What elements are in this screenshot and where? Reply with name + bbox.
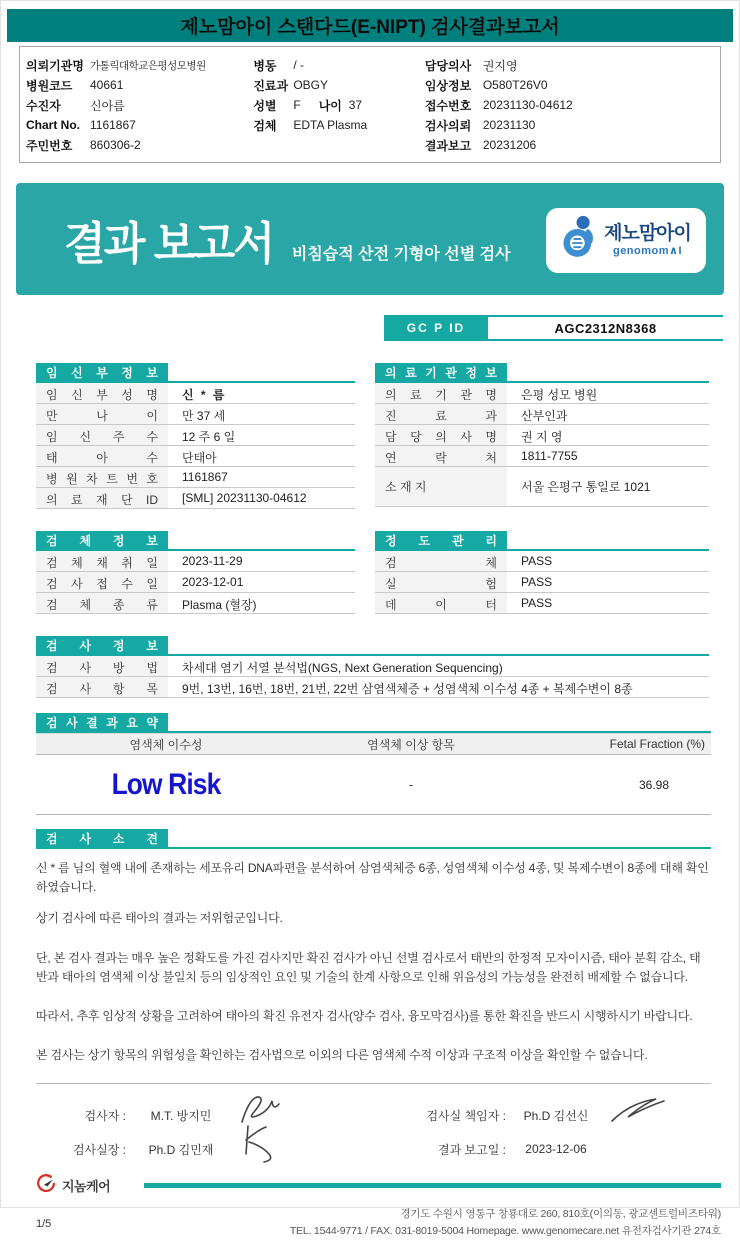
field-label: 임상정보 — [424, 78, 472, 93]
footer-divider-bar — [144, 1183, 721, 1188]
footer-contact: TEL. 1544-9771 / FAX. 031-8019-5004 Homepage. www.genomecare.net 유전자검사기관 274호 — [289, 1225, 721, 1238]
field-value: / - — [293, 58, 305, 72]
genomecare-logo-icon — [36, 1172, 57, 1198]
row-value: 1161867 — [182, 470, 228, 484]
field-label: 성별 — [253, 98, 277, 113]
field-label: 나이 — [318, 98, 342, 113]
field-label: Chart No. — [26, 118, 80, 132]
row-label: 진 료 과 — [375, 404, 507, 424]
field-value: O580T26V0 — [482, 78, 548, 92]
section-title: 검 사 소 견 — [36, 829, 168, 849]
field-value: 20231206 — [482, 138, 537, 152]
row-value: PASS — [521, 575, 553, 589]
lab-chief-name: Ph.D 김선신 — [523, 1108, 589, 1123]
row-label: 만 나 이 — [36, 404, 168, 424]
patient-header-col1 — [26, 55, 253, 155]
footer-address-block — [51, 1206, 721, 1240]
field-value: 860306-2 — [90, 138, 141, 152]
row-label: 검 사 접 수 일 — [36, 572, 168, 592]
section-findings — [36, 829, 711, 1065]
tables-row-2 — [36, 531, 709, 614]
field-label: 병원코드 — [26, 78, 73, 93]
row-value: [SML] 20231130-04612 — [182, 491, 307, 505]
field-label: 담당의사 — [424, 58, 472, 73]
abnormal-item-value: - — [408, 777, 414, 792]
report-date-value: 2023-12-06 — [525, 1142, 587, 1157]
row-value: 12 주 6 일 — [182, 430, 236, 444]
row-label: 의 료 재 단 ID — [36, 488, 168, 508]
row-label: 연 락 처 — [375, 446, 507, 466]
signature-section — [36, 1083, 711, 1166]
row-label: 담 당 의 사 명 — [375, 425, 507, 445]
genomom-logo-card — [546, 208, 706, 273]
report-title-bar — [7, 9, 733, 42]
section-result-summary — [36, 713, 711, 815]
row-label: 검 사 항 목 — [36, 677, 168, 697]
genomom-logo-name: 제노맘아이 — [604, 223, 691, 244]
findings-paragraph: 따라서, 추후 임상적 상황을 고려하여 태아의 확진 유전자 검사(양수 검사, 융모막검사)를 통한 확진을 반드시 시행하시기 바랍니다. — [36, 1008, 693, 1023]
result-low-risk: Low Risk — [111, 767, 221, 801]
genomom-logo-sub: genomom∧I — [612, 245, 683, 257]
row-value: 차세대 염기 서열 분석법(NGS, Next Generation Sequencing) — [182, 661, 503, 675]
section-test-info — [36, 636, 709, 698]
section-quality-control — [375, 531, 709, 614]
row-label: 검 사 방 법 — [36, 656, 168, 676]
row-value: PASS — [521, 596, 553, 610]
row-label: 의 료 기 관 명 — [375, 383, 507, 403]
row-label: 데 이 터 — [375, 593, 507, 613]
row-value: 2023-11-29 — [182, 554, 243, 568]
patient-header-box — [19, 46, 721, 163]
summary-data-row — [36, 755, 711, 815]
field-label: 진료과 — [253, 78, 289, 93]
examiner-name: M.T. 방지민 — [150, 1108, 212, 1123]
row-label: 소 재 지 — [375, 467, 507, 506]
field-value: F — [293, 98, 301, 112]
summary-header-fetal-fraction: Fetal Fraction (%) — [609, 737, 705, 751]
summary-header-aneuploidy: 염색체 이수성 — [129, 737, 203, 752]
patient-header-col2 — [253, 55, 425, 155]
row-value: 단태아 — [182, 451, 217, 465]
field-value: 40661 — [90, 78, 124, 92]
gcp-id-label: GC P ID — [384, 317, 488, 339]
row-value: 은평 성모 병원 — [521, 388, 598, 402]
findings-paragraph: 본 검사는 상기 항목의 위험성을 확인하는 검사법으로 이외의 다른 염색체 수적 이상과 구조적 이상을 확인할 수 없습니다. — [36, 1048, 648, 1063]
report-date-label: 결과 보고일 : — [438, 1142, 506, 1157]
examiner-label: 검사자 : — [84, 1108, 126, 1123]
section-title: 정 도 관 리 — [375, 531, 507, 551]
row-label: 검 체 종 류 — [36, 593, 168, 613]
field-value: 20231130-04612 — [482, 98, 573, 112]
row-value: 1811-7755 — [521, 449, 578, 463]
section-title: 검 사 결 과 요 약 — [36, 713, 168, 733]
section-specimen-info — [36, 531, 355, 614]
result-banner — [16, 183, 724, 295]
signature-left-column — [36, 1098, 386, 1166]
banner-subtitle: 비침습적 산전 기형아 선별 검사 — [291, 245, 511, 263]
field-label: 의뢰기관명 — [26, 58, 84, 73]
row-value: PASS — [521, 554, 553, 568]
signature-right-column — [386, 1098, 711, 1166]
findings-paragraph: 단, 본 검사 결과는 매우 높은 정확도를 가진 검사지만 확진 검사가 아닌 선별 검사로서 태반의 한정적 모자이시즘, 태아 분획 감소, 태반과 태아의 염색체 이상 불일치 등의 임상적인 요인 및 기술의 한계 사항으로 인해 위음성의 가능성을 완전히 배제할 수 없습니다. — [36, 950, 701, 984]
row-value: 산부인과 — [521, 409, 568, 423]
row-label: 검 체 — [375, 551, 507, 571]
field-label: 결과보고 — [424, 138, 472, 153]
field-value: 20231130 — [482, 118, 536, 132]
lab-chief-label: 검사실 책임자 : — [426, 1108, 506, 1123]
row-value: 권 지 영 — [521, 430, 563, 444]
field-label: 수진자 — [26, 98, 61, 113]
section-title: 의 료 기 관 정 보 — [375, 363, 507, 383]
row-label: 임 신 주 수 — [36, 425, 168, 445]
section-clinic-info — [375, 363, 709, 509]
field-value: 신아름 — [90, 98, 125, 113]
field-value: OBGY — [293, 78, 329, 92]
genomecare-brand-name: 지놈케어 — [62, 1178, 111, 1194]
report-title: 제노맘아이 스탠다드(E-NIPT) 검사결과보고서 — [180, 17, 560, 38]
field-value: 권지영 — [482, 58, 518, 73]
patient-header-col3 — [425, 55, 714, 155]
section-title: 검 체 정 보 — [36, 531, 168, 551]
lab-head-signature-icon — [238, 1124, 282, 1167]
footer-address: 경기도 수원시 영통구 창룡대로 260, 810호(이의동, 광교센트럴비즈타워) — [400, 1208, 721, 1221]
summary-header-abnormal-item: 염색체 이상 항목 — [367, 737, 455, 752]
page-number: 1/5 — [36, 1218, 52, 1231]
field-label: 병동 — [253, 58, 277, 73]
genomom-logo-text — [604, 224, 691, 257]
field-label: 검체 — [253, 118, 277, 133]
section-title: 임 신 부 정 보 — [36, 363, 168, 383]
lab-head-label: 검사실장 : — [72, 1142, 126, 1157]
row-value: 9번, 13번, 16번, 18번, 21번, 22번 삼염색체증 + 성염색체 이수성 4종 + 복제수변이 8종 — [182, 682, 633, 696]
genomecare-brand — [36, 1172, 136, 1198]
field-value: 1161867 — [90, 118, 136, 132]
row-value: Plasma (혈장) — [182, 598, 257, 612]
row-value: 만 37 세 — [182, 409, 226, 423]
section-title: 검 사 정 보 — [36, 636, 168, 656]
row-value: 신 * 름 — [182, 388, 227, 402]
row-label: 태 아 수 — [36, 446, 168, 466]
findings-paragraph: 상기 검사에 따른 태아의 결과는 저위험군입니다. — [36, 911, 283, 926]
tables-row-3 — [36, 636, 709, 698]
row-label: 실 험 — [375, 572, 507, 592]
field-label: 검사의뢰 — [424, 118, 472, 133]
field-label: 접수번호 — [424, 98, 472, 113]
footer — [36, 1172, 721, 1240]
tables-row-1 — [36, 363, 709, 509]
fetal-fraction-value: 36.98 — [638, 777, 669, 792]
findings-paragraph: 신 * 름 님의 혈액 내에 존재하는 세포유리 DNA파편을 분석하여 삼염색체증 6종, 성염색체 이수성 4종, 및 복제수변이 8종에 대해 확인하였습니다. — [36, 861, 709, 895]
row-label: 검 체 채 취 일 — [36, 551, 168, 571]
gcp-id-value: AGC2312N8368 — [554, 320, 657, 336]
banner-title: 결과 보고서 — [64, 217, 274, 269]
field-value: EDTA Plasma — [293, 118, 368, 132]
field-value: 가톨릭대학교은평성모병원 — [90, 59, 206, 72]
row-value: 2023-12-01 — [182, 575, 244, 589]
gcp-id-row — [384, 315, 723, 341]
row-label: 임 신 부 성 명 — [36, 383, 168, 403]
field-label: 주민번호 — [26, 138, 73, 153]
genomom-logo-icon — [561, 212, 597, 269]
field-value: 37 — [348, 98, 363, 112]
section-pregnant-info — [36, 363, 355, 509]
row-value: 서울 은평구 통일로 1021 — [521, 480, 651, 494]
lab-head-name: Ph.D 김민재 — [148, 1142, 214, 1157]
row-label: 병 원 차 트 번 호 — [36, 467, 168, 487]
summary-header-row — [36, 733, 711, 755]
lab-chief-signature-icon — [608, 1095, 668, 1128]
